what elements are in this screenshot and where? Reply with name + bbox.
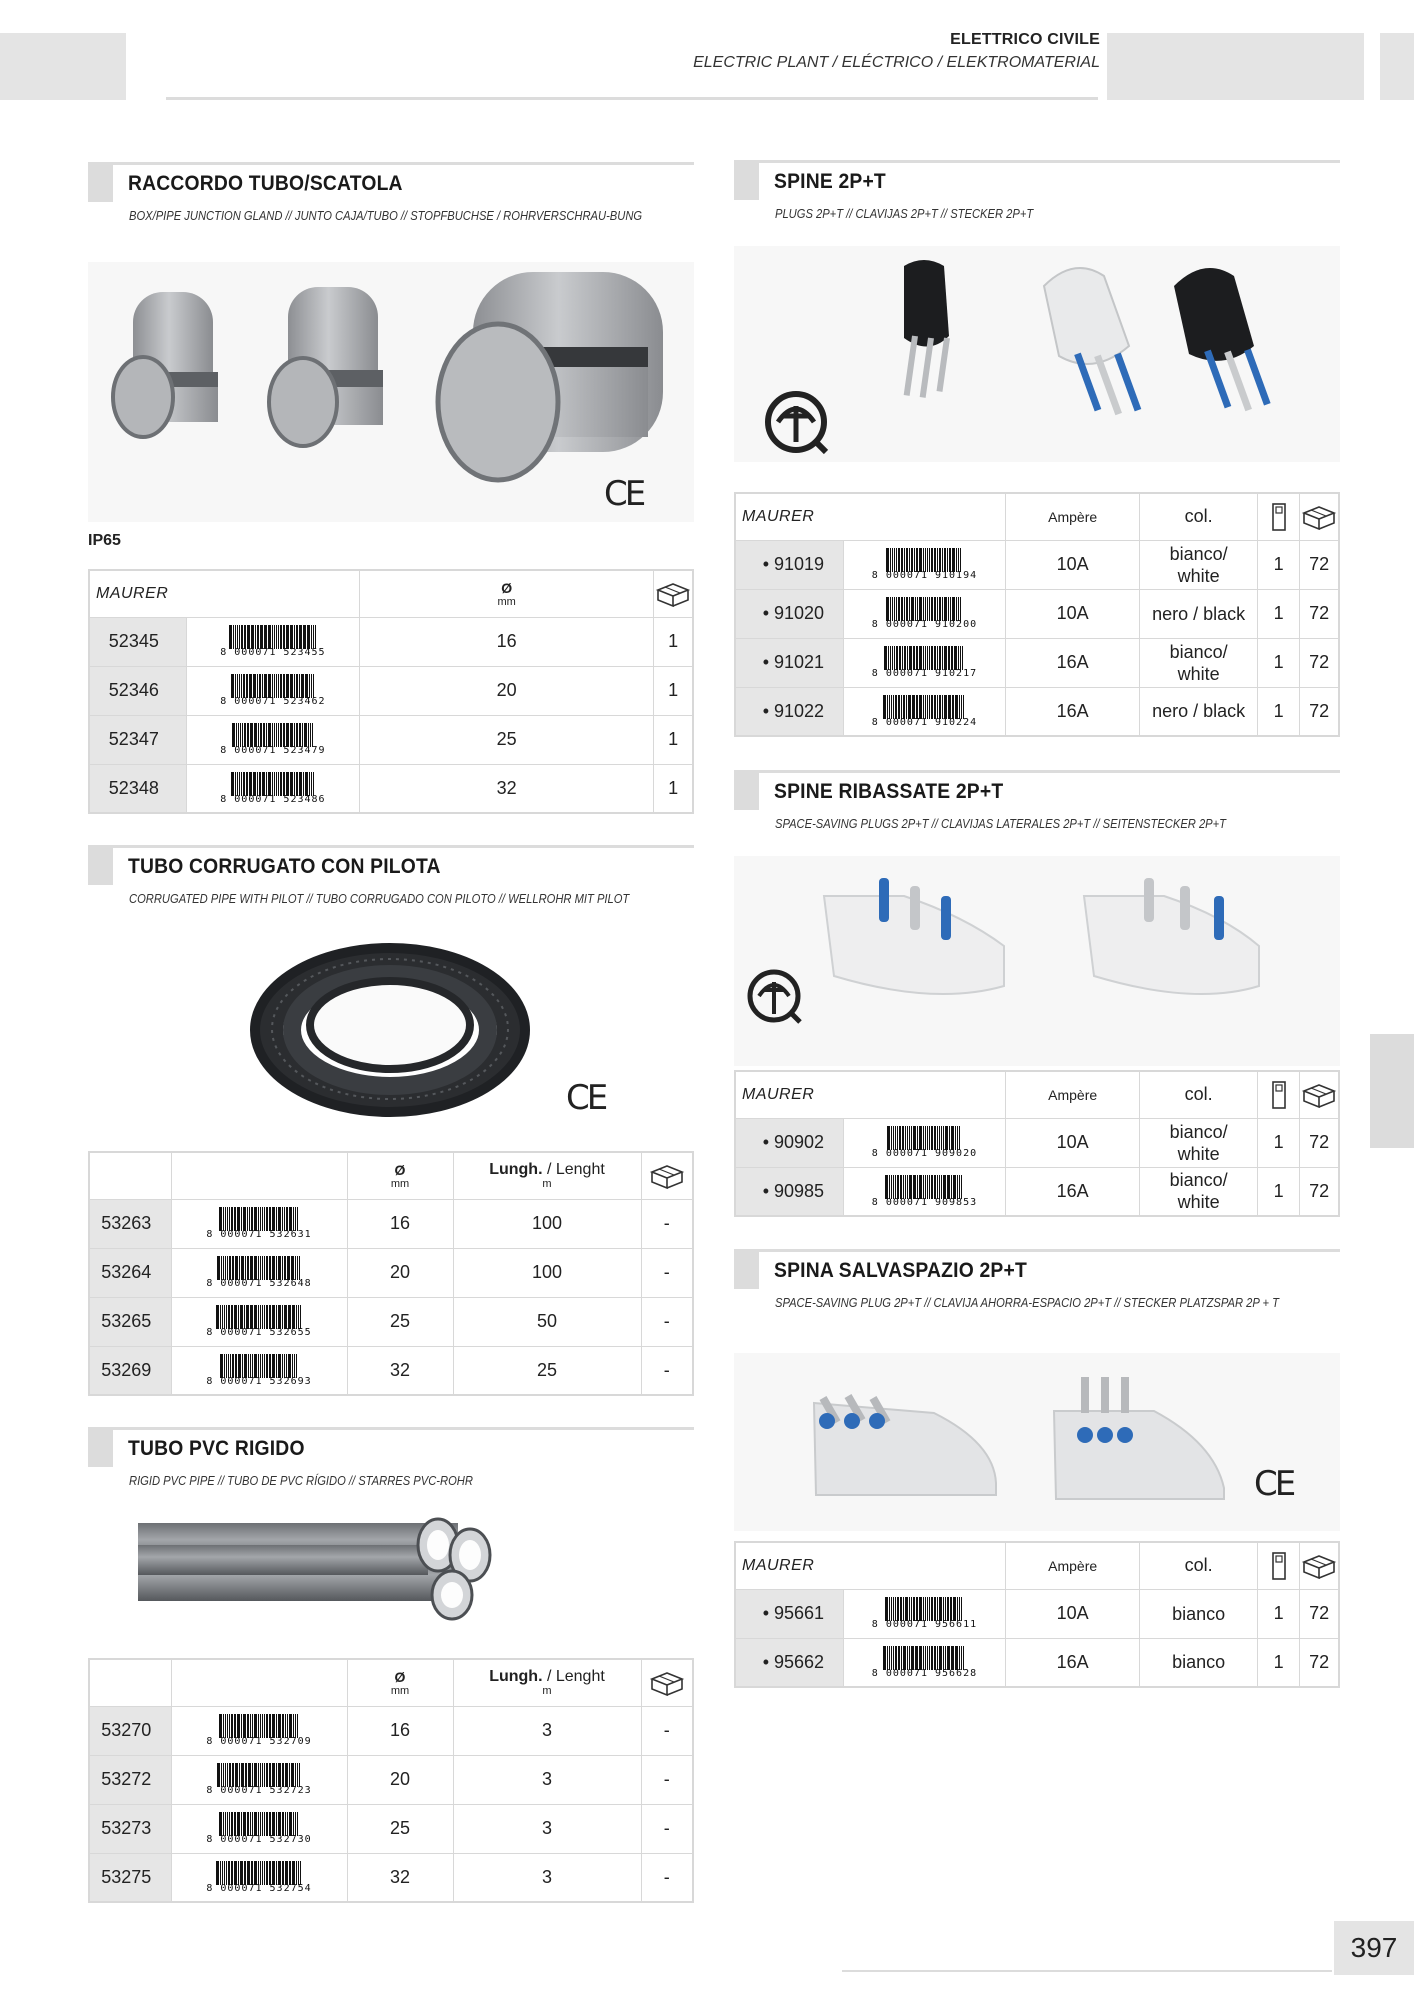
- ampere-value: 10A: [1006, 1118, 1140, 1167]
- diameter-header: Ø mm: [360, 570, 654, 617]
- unit-value: 1: [1258, 589, 1300, 638]
- diameter-value: 32: [347, 1346, 453, 1395]
- barcode: [844, 646, 1005, 679]
- table-row: [735, 638, 1339, 687]
- package-value: -: [641, 1804, 693, 1853]
- box-icon: [1301, 1553, 1337, 1579]
- section-title: TUBO CORRUGATO CON PILOTA: [128, 855, 441, 878]
- barcode-cell: [843, 1638, 1005, 1687]
- package-value: 72: [1300, 638, 1339, 687]
- length-value: 3: [453, 1755, 641, 1804]
- barcode-bars: [219, 1714, 299, 1738]
- category-title: ELETTRICO CIVILE: [950, 31, 1100, 48]
- product-code: • 90985: [735, 1167, 843, 1216]
- section-marker: [88, 165, 113, 202]
- table-row: [89, 715, 693, 764]
- table-row: [89, 1853, 693, 1902]
- section-rule: [734, 770, 1340, 773]
- ce-mark-icon: CE: [604, 474, 644, 514]
- section-marker: [734, 1252, 759, 1289]
- barcode-bars: [887, 1126, 961, 1150]
- side-index-tab: [1370, 1034, 1414, 1148]
- package-value: -: [641, 1706, 693, 1755]
- section-title: SPINE RIBASSATE 2P+T: [774, 780, 1004, 803]
- barcode-bars: [885, 1175, 963, 1199]
- product-code: • 91022: [735, 687, 843, 736]
- section-rule: [88, 162, 694, 165]
- section-marker: [88, 1430, 113, 1467]
- section-marker: [88, 848, 113, 885]
- section-subtitle: PLUGS 2P+T // CLAVIJAS 2P+T // STECKER 2P+T: [775, 206, 1034, 221]
- single-unit-icon: [1271, 1080, 1287, 1110]
- table-row: [735, 540, 1339, 589]
- barcode: [844, 695, 1005, 728]
- package-value: 1: [654, 617, 693, 666]
- table-row: [89, 764, 693, 813]
- color-value: [1140, 1118, 1258, 1167]
- color-value: [1140, 1638, 1258, 1687]
- table-row: [89, 1199, 693, 1248]
- package-value: -: [641, 1297, 693, 1346]
- barcode: [172, 1305, 347, 1338]
- section-rule: [88, 845, 694, 848]
- box-icon: [1301, 1082, 1337, 1108]
- product-code: • 95662: [735, 1638, 843, 1687]
- barcode-bars: [883, 695, 965, 719]
- color-line-1: bianco/: [1169, 1170, 1228, 1191]
- package-value: 72: [1300, 687, 1339, 736]
- barcode-cell: [171, 1346, 347, 1395]
- ampere-header: Ampère: [1006, 1542, 1140, 1589]
- barcode-bars: [219, 1812, 299, 1836]
- barcode: [844, 597, 1005, 630]
- product-code: 53265: [89, 1297, 171, 1346]
- raccordo-table: [88, 569, 694, 814]
- barcode-cell: [171, 1706, 347, 1755]
- package-value: -: [641, 1853, 693, 1902]
- barcode-cell: [843, 1589, 1005, 1638]
- barcode-bars: [231, 772, 315, 796]
- product-code: 52346: [89, 666, 186, 715]
- rigido-table: [88, 1658, 694, 1903]
- salvaspazio-table: [734, 1541, 1340, 1688]
- section-subtitle: SPACE-SAVING PLUGS 2P+T // CLAVIJAS LATERALES 2P+T // SEITENSTECKER 2P+T: [775, 816, 1226, 831]
- barcode-cell: [843, 1167, 1005, 1216]
- color-value: [1140, 1589, 1258, 1638]
- barcode-bars: [219, 1207, 299, 1231]
- section-subtitle: BOX/PIPE JUNCTION GLAND // JUNTO CAJA/TUBO // STOPFBUCHSE / ROHRVERSCHRAU-BUNG: [129, 208, 643, 223]
- color-line-2: white: [1177, 663, 1220, 684]
- box-icon: [655, 581, 691, 607]
- section-marker: [734, 163, 759, 200]
- barcode-bars: [216, 1305, 302, 1329]
- diameter-value: 32: [360, 764, 654, 813]
- corrugato-table: [88, 1151, 694, 1396]
- barcode-cell: [171, 1297, 347, 1346]
- length-header: Lungh. / Lenght m: [453, 1152, 641, 1199]
- barcode: [172, 1354, 347, 1387]
- color-value: [1140, 1167, 1258, 1216]
- ribassate-table: [734, 1070, 1340, 1217]
- product-code: 53270: [89, 1706, 171, 1755]
- section-subtitle: SPACE-SAVING PLUG 2P+T // CLAVIJA AHORRA-ESPACIO 2P+T // STECKER PLATZSPAR 2P + T: [775, 1295, 1279, 1310]
- diameter-value: 25: [360, 715, 654, 764]
- barcode-bars: [883, 1646, 965, 1670]
- color-header: col.: [1140, 1542, 1258, 1589]
- package-value: -: [641, 1346, 693, 1395]
- product-code: 53264: [89, 1248, 171, 1297]
- corrugated-pipe-image: [240, 925, 560, 1135]
- product-code: 52348: [89, 764, 186, 813]
- diameter-value: 32: [347, 1853, 453, 1902]
- section-spine: [734, 160, 1340, 230]
- unit-value: 1: [1258, 1167, 1300, 1216]
- diameter-value: 20: [347, 1755, 453, 1804]
- section-raccordo: [88, 162, 694, 252]
- color-value: [1140, 540, 1258, 589]
- section-subtitle: CORRUGATED PIPE WITH PILOT // TUBO CORRUGADO CON PILOTO // WELLROHR MIT PILOT: [129, 891, 630, 906]
- brand-logo: MAURER: [735, 493, 1006, 540]
- ean-number: 8 000071 532693: [206, 1375, 312, 1387]
- color-header: col.: [1140, 493, 1258, 540]
- barcode-cell: [171, 1199, 347, 1248]
- ampere-header: Ampère: [1006, 493, 1140, 540]
- barcode-bars: [885, 1597, 963, 1621]
- length-value: 50: [453, 1297, 641, 1346]
- section-rule: [88, 1427, 694, 1430]
- barcode: [844, 1126, 1005, 1159]
- ean-number: 8 000071 910224: [871, 716, 978, 728]
- ampere-value: 16A: [1006, 1638, 1140, 1687]
- product-code: 53263: [89, 1199, 171, 1248]
- unit-value: 1: [1258, 1118, 1300, 1167]
- package-value: 72: [1300, 1167, 1339, 1216]
- package-header: [1300, 493, 1339, 540]
- package-value: -: [641, 1248, 693, 1297]
- ean-number: 8 000071 910200: [871, 619, 978, 630]
- section-rigido: [88, 1427, 694, 1517]
- single-unit-icon: [1271, 1551, 1287, 1581]
- section-rule: [734, 160, 1340, 163]
- product-code: • 90902: [735, 1118, 843, 1167]
- unit-header: [1258, 1071, 1300, 1118]
- diameter-value: 25: [347, 1297, 453, 1346]
- barcode: [844, 1175, 1005, 1208]
- product-code: • 91019: [735, 540, 843, 589]
- table-row: [89, 1755, 693, 1804]
- spine-table: [734, 492, 1340, 737]
- table-row: [735, 589, 1339, 638]
- color-value: [1140, 589, 1258, 638]
- ampere-value: 16A: [1006, 1167, 1140, 1216]
- brand-logo: MAURER: [735, 1071, 1006, 1118]
- ean-number: 8 000071 956611: [871, 1619, 978, 1630]
- package-value: 72: [1300, 1638, 1339, 1687]
- color-line-1: nero / black: [1152, 701, 1246, 722]
- barcode-bars: [884, 646, 964, 670]
- diameter-value: 16: [347, 1706, 453, 1755]
- ean-number: 8 000071 909020: [871, 1148, 978, 1159]
- barcode-bars: [220, 1354, 298, 1378]
- table-row: [89, 1706, 693, 1755]
- ean-number: 8 000071 523462: [220, 696, 326, 707]
- ean-number: 8 000071 532709: [206, 1736, 312, 1747]
- ean-number: 8 000071 523486: [220, 793, 326, 805]
- package-value: 1: [654, 666, 693, 715]
- barcode: [172, 1812, 347, 1845]
- section-title: SPINE 2P+T: [774, 170, 886, 193]
- section-ribassate: [734, 770, 1340, 840]
- barcode-bars: [886, 548, 962, 572]
- diameter-header: Ø mm: [347, 1659, 453, 1706]
- product-code: • 91021: [735, 638, 843, 687]
- product-code: 53272: [89, 1755, 171, 1804]
- barcode-cell: [171, 1755, 347, 1804]
- barcode: [844, 548, 1005, 581]
- brand-logo: MAURER: [735, 1542, 1006, 1589]
- barcode-cell: [171, 1853, 347, 1902]
- length-value: 100: [453, 1248, 641, 1297]
- ean-number: 8 000071 532631: [206, 1229, 312, 1240]
- color-line-1: nero / black: [1152, 603, 1246, 624]
- color-line-1: bianco: [1172, 1652, 1226, 1673]
- barcode-cell: [171, 1248, 347, 1297]
- ean-number: 8 000071 523455: [220, 647, 326, 658]
- ean-number: 8 000071 523479: [220, 745, 326, 756]
- ean-number: 8 000071 956628: [871, 1667, 978, 1679]
- package-header: [641, 1152, 693, 1199]
- header-rule: [166, 97, 1098, 100]
- ampere-header: Ampère: [1006, 1071, 1140, 1118]
- barcode-cell: [186, 617, 359, 666]
- section-title: TUBO PVC RIGIDO: [128, 1437, 305, 1460]
- ampere-value: 16A: [1006, 638, 1140, 687]
- plugs-image: [734, 246, 1340, 462]
- color-value: [1140, 687, 1258, 736]
- section-salvaspazio: [734, 1249, 1340, 1339]
- package-value: 72: [1300, 540, 1339, 589]
- ean-number: 8 000071 532754: [206, 1882, 312, 1894]
- product-code: 53269: [89, 1346, 171, 1395]
- ce-mark-icon: CE: [566, 1078, 606, 1118]
- section-rule: [734, 1249, 1340, 1252]
- package-value: 72: [1300, 1118, 1339, 1167]
- package-value: 72: [1300, 1589, 1339, 1638]
- barcode-cell: [843, 540, 1005, 589]
- barcode: [172, 1207, 347, 1240]
- header-tab-left: [0, 33, 126, 100]
- color-value: [1140, 638, 1258, 687]
- barcode: [187, 674, 359, 707]
- box-icon: [649, 1163, 685, 1189]
- box-icon: [649, 1670, 685, 1696]
- table-row: [89, 617, 693, 666]
- barcode-cell: [843, 687, 1005, 736]
- length-value: 3: [453, 1706, 641, 1755]
- diameter-value: 20: [360, 666, 654, 715]
- product-code: 53275: [89, 1853, 171, 1902]
- compact-plug-image: [734, 1353, 1340, 1531]
- unit-value: 1: [1258, 687, 1300, 736]
- barcode: [844, 1646, 1005, 1679]
- barcode-bars: [231, 674, 315, 698]
- diameter-value: 20: [347, 1248, 453, 1297]
- footer-rule: [842, 1970, 1332, 1972]
- barcode-bars: [886, 597, 962, 621]
- package-header: [641, 1659, 693, 1706]
- table-row: [89, 1346, 693, 1395]
- barcode: [844, 1597, 1005, 1630]
- package-value: -: [641, 1755, 693, 1804]
- ean-number: 8 000071 909853: [871, 1196, 978, 1208]
- color-line-2: white: [1177, 1192, 1220, 1213]
- ean-number: 8 000071 532723: [206, 1785, 312, 1796]
- unit-value: 1: [1258, 1638, 1300, 1687]
- section-title: SPINA SALVASPAZIO 2P+T: [774, 1259, 1027, 1282]
- table-row: [735, 1167, 1339, 1216]
- category-subtitle: ELECTRIC PLANT / ELÉCTRICO / ELEKTROMATERIAL: [693, 54, 1100, 71]
- unit-header: [1258, 1542, 1300, 1589]
- section-subtitle: RIGID PVC PIPE // TUBO DE PVC RÍGIDO // STARRES PVC-ROHR: [129, 1473, 473, 1488]
- product-code: • 95661: [735, 1589, 843, 1638]
- ampere-value: 10A: [1006, 1589, 1140, 1638]
- product-code: 52347: [89, 715, 186, 764]
- diameter-header: Ø mm: [347, 1152, 453, 1199]
- color-header: col.: [1140, 1071, 1258, 1118]
- package-value: 1: [654, 715, 693, 764]
- color-line-2: white: [1177, 565, 1220, 586]
- product-code: • 91020: [735, 589, 843, 638]
- ampere-value: 10A: [1006, 540, 1140, 589]
- ean-number: 8 000071 910194: [871, 570, 978, 581]
- diameter-value: 16: [360, 617, 654, 666]
- length-value: 3: [453, 1804, 641, 1853]
- unit-value: 1: [1258, 1589, 1300, 1638]
- barcode: [187, 625, 359, 658]
- rigid-pipe-image: [130, 1515, 500, 1625]
- product-code: 52345: [89, 617, 186, 666]
- section-corrugato: [88, 845, 694, 935]
- barcode-cell: [843, 1118, 1005, 1167]
- length-header: Lungh. / Lenght m: [453, 1659, 641, 1706]
- package-header: [654, 570, 693, 617]
- package-value: -: [641, 1199, 693, 1248]
- barcode-cell: [186, 715, 359, 764]
- color-line-1: bianco/: [1169, 1121, 1228, 1142]
- table-row: [89, 1804, 693, 1853]
- table-row: [735, 1589, 1339, 1638]
- barcode: [187, 723, 359, 756]
- section-title: RACCORDO TUBO/SCATOLA: [128, 172, 403, 195]
- table-row: [89, 1248, 693, 1297]
- product-code: 53273: [89, 1804, 171, 1853]
- package-header: [1300, 1542, 1339, 1589]
- color-line-1: bianco/: [1169, 641, 1228, 662]
- length-value: 100: [453, 1199, 641, 1248]
- package-header: [1300, 1071, 1339, 1118]
- barcode-bars: [217, 1763, 301, 1787]
- barcode-bars: [216, 1861, 302, 1885]
- table-row: [735, 687, 1339, 736]
- table-row: [89, 1297, 693, 1346]
- brand-logo: MAURER: [89, 570, 360, 617]
- barcode: [187, 772, 359, 805]
- barcode-cell: [843, 638, 1005, 687]
- package-value: 72: [1300, 589, 1339, 638]
- diameter-value: 16: [347, 1199, 453, 1248]
- barcode-cell: [186, 666, 359, 715]
- color-line-1: bianco/: [1169, 543, 1228, 564]
- barcode-cell: [186, 764, 359, 813]
- table-row: [735, 1118, 1339, 1167]
- diameter-value: 25: [347, 1804, 453, 1853]
- barcode: [172, 1714, 347, 1747]
- package-value: 1: [654, 764, 693, 813]
- length-value: 25: [453, 1346, 641, 1395]
- ampere-value: 16A: [1006, 687, 1140, 736]
- page-number: 397: [1334, 1921, 1414, 1975]
- box-icon: [1301, 504, 1337, 530]
- section-marker: [734, 773, 759, 810]
- unit-value: 1: [1258, 638, 1300, 687]
- ean-number: 8 000071 910217: [871, 668, 978, 679]
- color-line-1: bianco: [1172, 1603, 1226, 1624]
- header-tab-mid: [1107, 33, 1364, 100]
- table-row: [735, 1638, 1339, 1687]
- single-unit-icon: [1271, 502, 1287, 532]
- barcode: [172, 1256, 347, 1289]
- ip-rating: IP65: [88, 532, 121, 549]
- ean-number: 8 000071 532648: [206, 1278, 312, 1289]
- ampere-value: 10A: [1006, 589, 1140, 638]
- barcode: [172, 1861, 347, 1894]
- barcode-cell: [843, 589, 1005, 638]
- color-line-2: white: [1177, 1143, 1220, 1164]
- unit-value: 1: [1258, 540, 1300, 589]
- barcode-cell: [171, 1804, 347, 1853]
- barcode-bars: [229, 625, 317, 649]
- ce-mark-icon: CE: [1254, 1464, 1294, 1504]
- ean-number: 8 000071 532655: [206, 1327, 312, 1338]
- header-tab-right: [1380, 33, 1414, 100]
- barcode: [172, 1763, 347, 1796]
- barcode-bars: [232, 723, 314, 747]
- unit-header: [1258, 493, 1300, 540]
- ean-number: 8 000071 532730: [206, 1834, 312, 1845]
- space-saving-plugs-image: [734, 856, 1340, 1066]
- length-value: 3: [453, 1853, 641, 1902]
- table-row: [89, 666, 693, 715]
- barcode-bars: [217, 1256, 301, 1280]
